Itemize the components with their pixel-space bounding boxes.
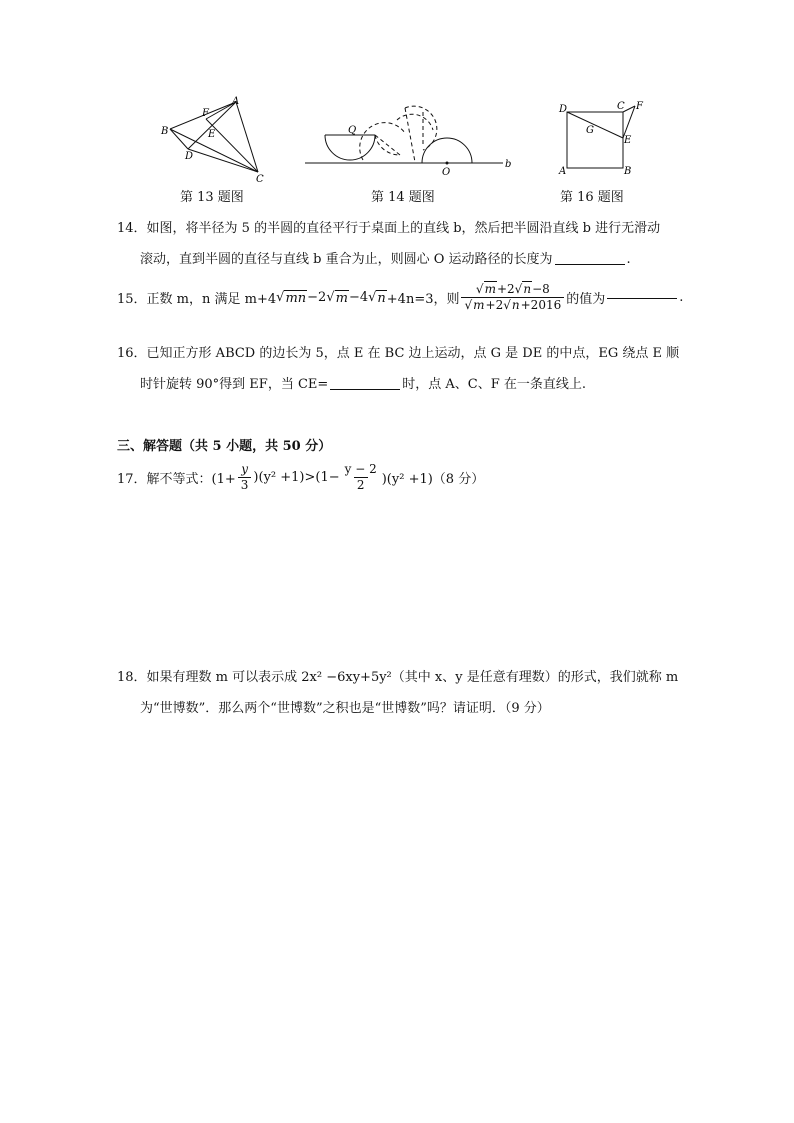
- q17-line: [117, 462, 484, 493]
- q15-fraction: [461, 282, 564, 313]
- answer-blank: [607, 297, 677, 299]
- figure-16-drawing: [555, 98, 655, 178]
- sqrt-symbol: √: [368, 290, 377, 305]
- figure-13: [158, 94, 268, 184]
- label-b: B: [624, 166, 632, 177]
- figure-14-drawing: [305, 100, 515, 180]
- q17-prefix: 17．解不等式：(1+: [117, 472, 236, 487]
- answer-blank: [330, 388, 400, 390]
- q17-fraction-1: $\frac{y}{3}$: [238, 462, 252, 493]
- q17-mid: )(y² +1)>(1−: [253, 470, 340, 485]
- label-f: F: [636, 101, 643, 112]
- q17-suffix: )(y² +1)（8 分）: [381, 472, 485, 487]
- q15-mid2: −4: [348, 290, 369, 305]
- label-e: E: [624, 135, 632, 146]
- label-g: G: [586, 125, 594, 136]
- q17-fraction-2: $\frac{y - 2}{2}$: [344, 462, 377, 492]
- label-a: A: [232, 96, 240, 107]
- answer-blank: [555, 263, 625, 265]
- q15-denominator: √m+2√n+2016: [461, 297, 564, 313]
- figure-13-caption: 第 13 题图: [180, 190, 244, 205]
- q15-mid1: −2: [307, 290, 327, 305]
- q15-mid3: +4n=3，则: [386, 292, 460, 307]
- label-d: D: [559, 104, 568, 115]
- figure-13-drawing: [158, 94, 268, 184]
- figure-16: [555, 98, 655, 178]
- q18-line2: 为“世博数”．那么两个“世博数”之积也是“世博数”吗？请证明．（9 分）: [140, 701, 550, 716]
- q16-line1: 16．已知正方形 ABCD 的边长为 5，点 E 在 BC 边上运动，点 G 是 DE 的中点，EG 绕点 E 顺: [117, 346, 680, 361]
- figure-14: [305, 100, 515, 180]
- q18-line1: 18．如果有理数 m 可以表示成 2x² −6xy+5y²（其中 x、y 是任意有理数）的形式，我们就称 m: [117, 670, 679, 685]
- label-q: Q: [348, 125, 357, 136]
- label-b: B: [161, 126, 169, 137]
- label-b-line: b: [505, 159, 512, 170]
- label-c: C: [256, 174, 264, 185]
- q16-line2: [140, 373, 586, 392]
- q15-end: .: [679, 290, 684, 305]
- q14-line1: 14．如图，将半径为 5 的半圆的直径平行于桌面上的直线 b，然后把半圆沿直线 b 进行无滑动: [117, 221, 661, 236]
- label-e: E: [208, 129, 216, 140]
- q15-prefix: 15．正数 m，n 满足 m+4: [117, 292, 277, 307]
- q15-line: [117, 282, 683, 313]
- section-heading: 三、解答题（共 5 小题，共 50 分）: [117, 439, 332, 454]
- q14-line2-end: .: [626, 252, 631, 267]
- q16-line2-end: 时，点 A、C、F 在一条直线上.: [402, 377, 587, 392]
- figure-14-caption: 第 14 题图: [371, 190, 435, 205]
- label-f: F: [202, 108, 209, 119]
- q15-root-m: m: [335, 290, 348, 306]
- label-c: C: [617, 101, 625, 112]
- sqrt-symbol: √: [326, 290, 335, 305]
- q15-root-mn: mn: [285, 290, 307, 306]
- q16-line2-text: 时针旋转 90°得到 EF，当 CE=: [140, 377, 329, 392]
- label-a: A: [559, 166, 567, 177]
- q14-line2: [140, 248, 631, 267]
- q15-numerator: √m+2√n−8: [475, 282, 550, 296]
- sqrt-symbol: √: [276, 290, 285, 305]
- q14-line2-text: 滚动，直到半圆的直径与直线 b 重合为止，则圆心 O 运动路径的长度为: [140, 252, 553, 267]
- q15-root-n: n: [377, 290, 386, 306]
- label-o: O: [442, 167, 451, 178]
- q15-suffix: 的值为: [566, 292, 606, 307]
- label-d: D: [185, 151, 194, 162]
- figure-16-caption: 第 16 题图: [560, 190, 624, 205]
